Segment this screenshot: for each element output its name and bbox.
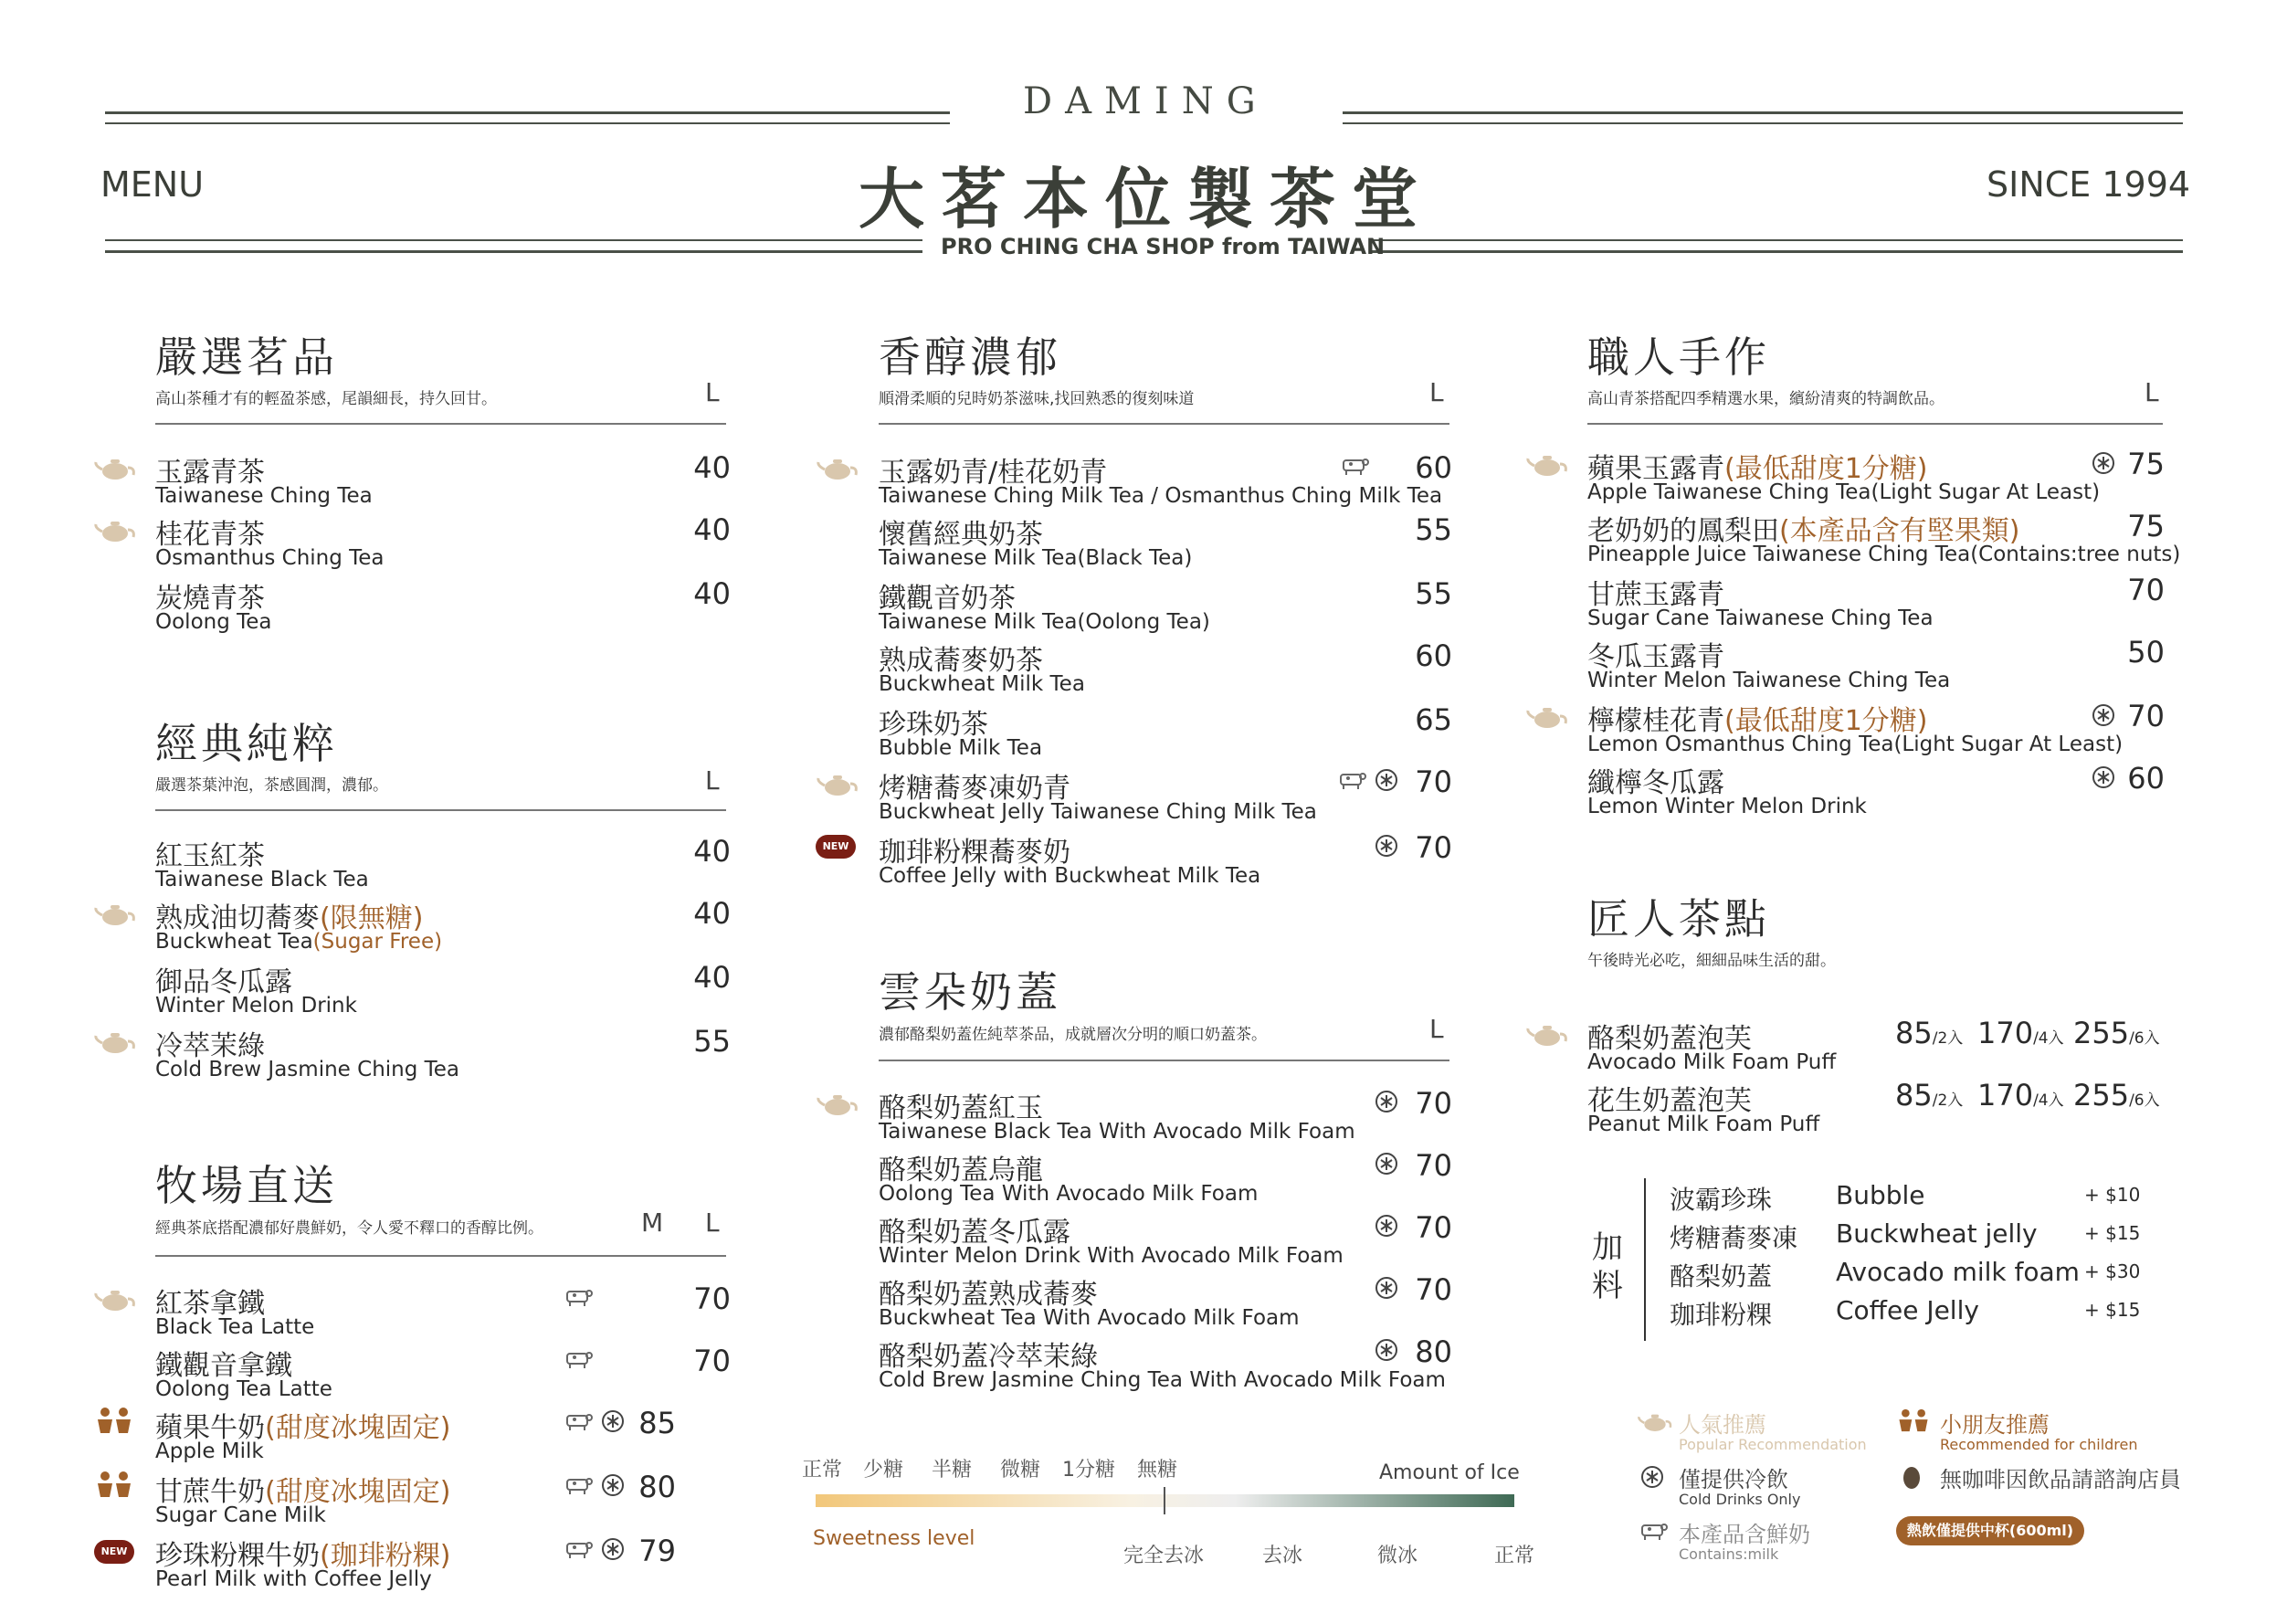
item-price: 70 bbox=[1415, 765, 1452, 799]
header-rule-top-right-2 bbox=[1343, 122, 2183, 124]
item-name: 甘蔗玉露青 bbox=[1587, 579, 1724, 611]
kids-icon bbox=[1896, 1408, 1931, 1432]
sweetness-level-5: 無糖 bbox=[1137, 1459, 1178, 1482]
item-name-en: Apple Milk bbox=[155, 1439, 264, 1463]
item-name: 酪梨奶蓋冷萃茉綠 bbox=[879, 1341, 1098, 1373]
teapot-icon bbox=[1525, 453, 1569, 477]
addon-name-en: Coffee Jelly bbox=[1836, 1295, 1979, 1325]
ice-level-2: 微冰 bbox=[1377, 1545, 1418, 1567]
addon-name-en: Avocado milk foam bbox=[1836, 1257, 2080, 1287]
addon-price: + $15 bbox=[2084, 1299, 2141, 1321]
item-price: 55 bbox=[1415, 576, 1452, 611]
item-name: 懷舊經典奶茶 bbox=[879, 519, 1043, 551]
item-price: 80 bbox=[638, 1470, 676, 1504]
item-name-en: Winter Melon Taiwanese Ching Tea bbox=[1587, 669, 1951, 692]
item-name-en: Cold Brew Jasmine Ching Tea bbox=[155, 1058, 460, 1081]
ice-level-3: 正常 bbox=[1494, 1545, 1535, 1567]
item-price: 70 bbox=[1415, 1148, 1452, 1183]
item-name-en: Taiwanese Milk Tea(Black Tea) bbox=[879, 546, 1193, 570]
ice-level-0: 完全去冰 bbox=[1123, 1545, 1205, 1567]
item-price: 40 bbox=[693, 450, 731, 485]
puff-price-6: 255/6入 bbox=[2073, 1016, 2160, 1050]
milk-cow-icon bbox=[1637, 1520, 1670, 1542]
item-name: 桂花青茶 bbox=[155, 519, 265, 551]
item-price: 79 bbox=[638, 1534, 676, 1568]
teapot-icon bbox=[93, 1030, 137, 1054]
item-name: 蘋果牛奶(甜度冰塊固定) bbox=[155, 1412, 451, 1444]
cold-only-icon bbox=[1375, 1214, 1398, 1238]
teapot-icon bbox=[93, 902, 137, 926]
medium-cup-badge: 熱飲僅提供中杯(600ml) bbox=[1896, 1516, 2084, 1545]
puff-price-4: 170/4入 bbox=[1977, 1078, 2064, 1113]
item-name-en: Winter Melon Drink With Avocado Milk Foam bbox=[879, 1244, 1344, 1268]
cold-only-icon bbox=[601, 1537, 625, 1561]
milk-cow-icon bbox=[562, 1286, 595, 1308]
legend-kids: 小朋友推薦 bbox=[1940, 1412, 2050, 1438]
header-rule-top-left-2 bbox=[105, 122, 950, 124]
item-price: 40 bbox=[693, 576, 731, 611]
sweetness-label: Sweetness level bbox=[813, 1527, 975, 1550]
ice-amount-label: Amount of Ice bbox=[1379, 1461, 1520, 1484]
cold-only-icon bbox=[2092, 703, 2115, 727]
addon-name: 波霸珍珠 bbox=[1670, 1185, 1773, 1215]
item-name-en: Winter Melon Drink bbox=[155, 994, 357, 1018]
section-rule bbox=[155, 809, 726, 811]
item-name: 珈琲粉粿蕎麥奶 bbox=[879, 837, 1070, 869]
addon-name: 珈琲粉粿 bbox=[1670, 1300, 1773, 1330]
cold-only-icon bbox=[1375, 1152, 1398, 1176]
item-name-en: Bubble Milk Tea bbox=[879, 736, 1043, 760]
teapot-icon bbox=[93, 457, 137, 480]
item-name: 玉露青茶 bbox=[155, 457, 265, 489]
item-name: 熟成油切蕎麥(限無糖) bbox=[155, 902, 424, 934]
cold-only-icon bbox=[1375, 1090, 1398, 1113]
size-label-l: L bbox=[705, 1207, 720, 1238]
item-price: 40 bbox=[693, 834, 731, 869]
milk-cow-icon bbox=[562, 1538, 595, 1560]
addon-name-en: Buckwheat jelly bbox=[1836, 1218, 2038, 1249]
item-name-en: Coffee Jelly with Buckwheat Milk Tea bbox=[879, 864, 1261, 888]
item-price: 65 bbox=[1415, 702, 1452, 737]
coffee-bean-icon bbox=[1903, 1467, 1920, 1489]
item-name: 珍珠粉粿牛奶(珈琲粉粿) bbox=[155, 1540, 451, 1572]
size-label-m: M bbox=[641, 1207, 664, 1238]
brand-tagline: PRO CHING CHA SHOP from TAIWAN bbox=[941, 234, 1386, 259]
section-title: 牧場直送 bbox=[155, 1161, 338, 1210]
size-label-l: L bbox=[1429, 377, 1444, 407]
item-price: 40 bbox=[693, 896, 731, 931]
teapot-icon bbox=[93, 519, 137, 543]
sweetness-level-0: 正常 bbox=[802, 1459, 843, 1482]
brand-name-en: DAMING bbox=[1023, 80, 1269, 122]
legend-decaf: 無咖啡因飲品請諮詢店員 bbox=[1940, 1467, 2181, 1492]
item-name: 玉露奶青/桂花奶青 bbox=[879, 457, 1108, 489]
item-name-en: Buckwheat Jelly Taiwanese Ching Milk Tea bbox=[879, 800, 1317, 824]
legend-popular-en: Popular Recommendation bbox=[1679, 1436, 1867, 1453]
teapot-icon bbox=[816, 457, 859, 480]
sweetness-level-2: 半糖 bbox=[932, 1459, 973, 1482]
puff-price-4: 170/4入 bbox=[1977, 1016, 2064, 1050]
addon-price: + $30 bbox=[2084, 1260, 2141, 1282]
item-name: 鐵觀音奶茶 bbox=[879, 583, 1016, 615]
item-price: 60 bbox=[1415, 638, 1452, 673]
item-name: 鐵觀音拿鐵 bbox=[155, 1350, 292, 1382]
menu-label: MENU bbox=[100, 164, 205, 205]
item-name: 花生奶蓋泡芙 bbox=[1587, 1085, 1752, 1117]
item-name-en: Pineapple Juice Taiwanese Ching Tea(Contains:tree nuts) bbox=[1587, 543, 2181, 566]
teapot-icon bbox=[1637, 1412, 1673, 1432]
item-name: 老奶奶的鳳梨田(本產品含有堅果類) bbox=[1587, 515, 2020, 547]
cold-only-icon bbox=[601, 1409, 625, 1433]
item-price: 50 bbox=[2127, 635, 2165, 670]
item-name-en: Oolong Tea bbox=[155, 610, 272, 634]
header-rule-bottom-left bbox=[105, 239, 922, 241]
addon-label-2: 料 bbox=[1592, 1268, 1623, 1304]
section-desc: 高山茶種才有的輕盈茶感，尾韻細長，持久回甘。 bbox=[155, 390, 497, 408]
item-name: 冷萃茉綠 bbox=[155, 1030, 265, 1062]
item-price: 70 bbox=[693, 1281, 731, 1316]
item-name-en: Osmanthus Ching Tea bbox=[155, 546, 385, 570]
item-name: 酪梨奶蓋烏龍 bbox=[879, 1155, 1043, 1186]
item-name: 炭燒青茶 bbox=[155, 583, 265, 615]
item-name: 酪梨奶蓋泡芙 bbox=[1587, 1023, 1752, 1055]
item-name: 御品冬瓜露 bbox=[155, 966, 292, 998]
item-price: 70 bbox=[1415, 1272, 1452, 1307]
section-title: 經典純粹 bbox=[155, 719, 338, 768]
header-rule-top-right bbox=[1343, 111, 2183, 114]
legend-milk: 本產品含鮮奶 bbox=[1679, 1522, 1810, 1547]
item-price: 70 bbox=[2127, 699, 2165, 733]
item-price: 40 bbox=[693, 960, 731, 995]
new-badge: NEW bbox=[816, 835, 856, 859]
section-title: 職人手作 bbox=[1587, 332, 1770, 382]
cold-only-icon bbox=[1375, 834, 1398, 858]
item-name-en: Taiwanese Black Tea bbox=[155, 868, 369, 891]
legend-kids-en: Recommended for children bbox=[1940, 1436, 2138, 1453]
item-price: 80 bbox=[1415, 1334, 1452, 1369]
header-rule-bottom-right bbox=[1370, 239, 2183, 241]
kids-icon bbox=[94, 1471, 134, 1498]
item-price: 70 bbox=[2127, 573, 2165, 607]
item-name-en: Oolong Tea Latte bbox=[155, 1377, 332, 1401]
size-label-l: L bbox=[705, 765, 720, 796]
addon-name-en: Bubble bbox=[1836, 1180, 1925, 1210]
item-price: 55 bbox=[693, 1024, 731, 1059]
section-rule bbox=[155, 423, 726, 425]
item-price: 70 bbox=[1415, 1086, 1452, 1121]
teapot-icon bbox=[1525, 1023, 1569, 1047]
size-label-l: L bbox=[2145, 377, 2159, 407]
addon-name: 酪梨奶蓋 bbox=[1670, 1261, 1773, 1292]
item-price: 75 bbox=[2127, 447, 2165, 481]
section-title: 嚴選茗品 bbox=[155, 332, 338, 382]
milk-cow-icon bbox=[562, 1410, 595, 1432]
puff-price-6: 255/6入 bbox=[2073, 1078, 2160, 1113]
kids-icon bbox=[94, 1407, 134, 1434]
item-name-en: Taiwanese Ching Tea bbox=[155, 484, 373, 508]
item-name: 紅茶拿鐵 bbox=[155, 1288, 265, 1320]
addon-name: 烤糖蕎麥凍 bbox=[1670, 1223, 1798, 1253]
section-rule bbox=[879, 1060, 1449, 1061]
item-price: 70 bbox=[1415, 830, 1452, 865]
item-price: 75 bbox=[2127, 509, 2165, 543]
header-rule-bottom-left-2 bbox=[105, 250, 922, 253]
size-label-l: L bbox=[705, 377, 720, 407]
item-name-en: Peanut Milk Foam Puff bbox=[1587, 1113, 1820, 1136]
item-name-en: Buckwheat Tea(Sugar Free) bbox=[155, 930, 443, 954]
addon-label-1: 加 bbox=[1592, 1229, 1623, 1266]
item-name: 酪梨奶蓋紅玉 bbox=[879, 1092, 1043, 1124]
item-price: 40 bbox=[693, 512, 731, 547]
section-rule bbox=[1587, 423, 2163, 425]
cold-only-icon bbox=[1640, 1465, 1664, 1489]
section-rule bbox=[155, 1255, 726, 1257]
milk-cow-icon bbox=[1335, 769, 1368, 791]
item-name: 蘋果玉露青(最低甜度1分糖) bbox=[1587, 453, 1928, 485]
since-label: SINCE 1994 bbox=[1987, 164, 2191, 205]
legend-cold: 僅提供冷飲 bbox=[1679, 1467, 1788, 1492]
section-desc: 午後時光必吃，細細品味生活的甜。 bbox=[1587, 952, 1836, 970]
item-name: 酪梨奶蓋熟成蕎麥 bbox=[879, 1279, 1098, 1311]
section-rule bbox=[879, 423, 1449, 425]
section-title: 香醇濃郁 bbox=[879, 332, 1061, 382]
item-name-en: Taiwanese Black Tea With Avocado Milk Foam bbox=[879, 1120, 1355, 1144]
puff-price-2: 85/2入 bbox=[1895, 1078, 1964, 1113]
item-name-en: Sugar Cane Taiwanese Ching Tea bbox=[1587, 606, 1934, 630]
item-price: 60 bbox=[2127, 761, 2165, 796]
item-name-en: Lemon Winter Melon Drink bbox=[1587, 795, 1867, 818]
legend-popular: 人氣推薦 bbox=[1679, 1412, 1766, 1438]
section-desc: 高山青茶搭配四季精選水果，繽紛清爽的特調飲品。 bbox=[1587, 390, 1944, 408]
item-name-en: Apple Taiwanese Ching Tea(Light Sugar At Least) bbox=[1587, 480, 2101, 504]
item-name-en: Lemon Osmanthus Ching Tea(Light Sugar At Least) bbox=[1587, 733, 2124, 756]
cold-only-icon bbox=[1375, 768, 1398, 792]
section-title: 匠人茶點 bbox=[1587, 894, 1770, 944]
header-rule-bottom-right-2 bbox=[1370, 250, 2183, 253]
header-rule-top-left bbox=[105, 111, 950, 114]
section-desc: 嚴選茶葉沖泡，茶感圓潤，濃郁。 bbox=[155, 776, 388, 795]
cold-only-icon bbox=[1375, 1276, 1398, 1300]
item-name: 檸檬桂花青(最低甜度1分糖) bbox=[1587, 705, 1928, 737]
teapot-icon bbox=[93, 1288, 137, 1312]
item-name: 酪梨奶蓋冬瓜露 bbox=[879, 1217, 1070, 1249]
addon-divider bbox=[1644, 1178, 1646, 1341]
item-name-en: Oolong Tea With Avocado Milk Foam bbox=[879, 1182, 1259, 1206]
cold-only-icon bbox=[1375, 1338, 1398, 1362]
sweetness-level-4: 1分糖 bbox=[1062, 1459, 1115, 1482]
item-name: 冬瓜玉露青 bbox=[1587, 641, 1724, 673]
ice-level-1: 去冰 bbox=[1262, 1545, 1303, 1567]
size-label-l: L bbox=[1429, 1014, 1444, 1044]
item-name-en: Black Tea Latte bbox=[155, 1315, 315, 1339]
cold-only-icon bbox=[2092, 765, 2115, 789]
item-name: 纖檸冬瓜露 bbox=[1587, 767, 1724, 799]
item-name: 珍珠奶茶 bbox=[879, 709, 988, 741]
sweetness-level-1: 少糖 bbox=[863, 1459, 904, 1482]
cold-only-icon bbox=[601, 1473, 625, 1497]
milk-cow-icon bbox=[562, 1474, 595, 1496]
legend-cold-en: Cold Drinks Only bbox=[1679, 1491, 1801, 1508]
item-price: 70 bbox=[1415, 1210, 1452, 1245]
addon-price: + $10 bbox=[2084, 1184, 2141, 1206]
item-name: 熟成蕎麥奶茶 bbox=[879, 645, 1043, 677]
item-name-en: Taiwanese Ching Milk Tea / Osmanthus Ching Milk Tea bbox=[879, 484, 1443, 508]
section-desc: 濃郁酪梨奶蓋佐純萃茶品，成就層次分明的順口奶蓋茶。 bbox=[879, 1026, 1267, 1044]
item-name-en: Avocado Milk Foam Puff bbox=[1587, 1050, 1837, 1074]
item-name: 甘蔗牛奶(甜度冰塊固定) bbox=[155, 1476, 451, 1508]
item-price: 55 bbox=[1415, 512, 1452, 547]
puff-price-2: 85/2入 bbox=[1895, 1016, 1964, 1050]
new-badge: NEW bbox=[94, 1540, 134, 1564]
teapot-icon bbox=[1525, 705, 1569, 729]
sweetness-level-3: 微糖 bbox=[1000, 1459, 1041, 1482]
teapot-icon bbox=[816, 773, 859, 796]
item-name-en: Pearl Milk with Coffee Jelly bbox=[155, 1567, 432, 1591]
item-price: 70 bbox=[693, 1344, 731, 1378]
item-name-en: Buckwheat Tea With Avocado Milk Foam bbox=[879, 1306, 1300, 1330]
item-price: 60 bbox=[1415, 450, 1452, 485]
item-name-en: Buckwheat Milk Tea bbox=[879, 672, 1085, 696]
milk-cow-icon bbox=[562, 1348, 595, 1370]
scale-divider bbox=[1164, 1487, 1165, 1514]
milk-cow-icon bbox=[1338, 455, 1371, 477]
section-desc: 順滑柔順的兒時奶茶滋味,找回熟悉的復刻味道 bbox=[879, 390, 1195, 408]
cold-only-icon bbox=[2092, 451, 2115, 475]
item-price: 85 bbox=[638, 1406, 676, 1440]
item-name-en: Sugar Cane Milk bbox=[155, 1503, 326, 1527]
section-title: 雲朵奶蓋 bbox=[879, 967, 1061, 1017]
section-desc: 經典茶底搭配濃郁好農鮮奶，令人愛不釋口的香醇比例。 bbox=[155, 1219, 543, 1238]
legend-milk-en: Contains:milk bbox=[1679, 1545, 1779, 1563]
item-name-en: Cold Brew Jasmine Ching Tea With Avocado Milk Foam bbox=[879, 1368, 1446, 1392]
item-name-en: Taiwanese Milk Tea(Oolong Tea) bbox=[879, 610, 1210, 634]
item-name: 紅玉紅茶 bbox=[155, 840, 265, 872]
item-name: 烤糖蕎麥凍奶青 bbox=[879, 773, 1070, 805]
addon-price: + $15 bbox=[2084, 1222, 2141, 1244]
brand-name-cn: 大茗本位製茶堂 bbox=[859, 161, 1435, 237]
teapot-icon bbox=[816, 1092, 859, 1116]
